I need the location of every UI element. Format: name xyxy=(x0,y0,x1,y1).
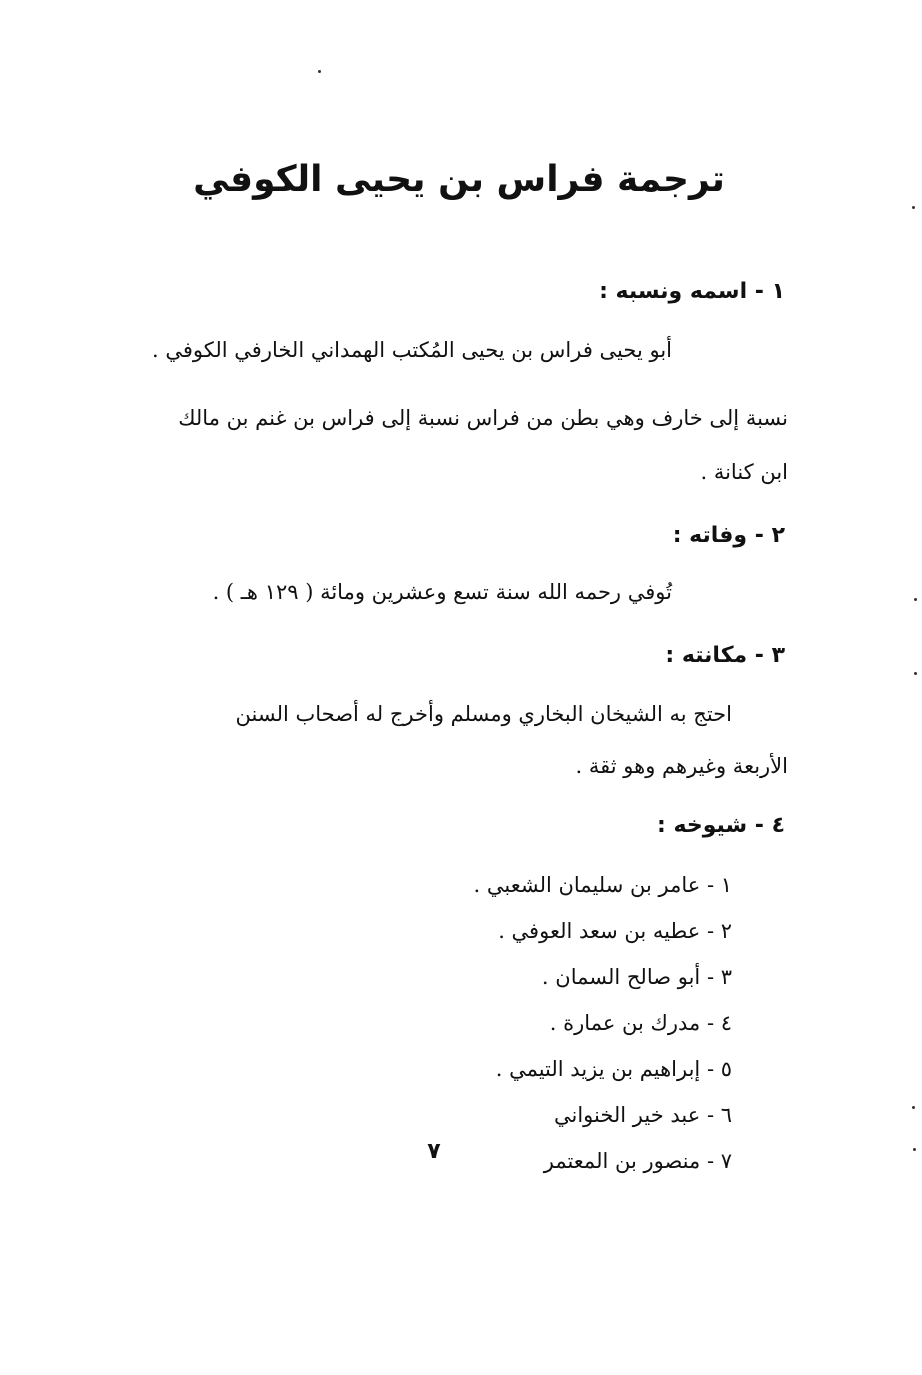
page-number: ٧ xyxy=(427,1139,441,1164)
scan-speck xyxy=(912,206,915,209)
scan-speck xyxy=(318,70,321,73)
status-line-1: احتج به الشيخان البخاري ومسلم وأخرج له أصحاب السنن xyxy=(235,702,732,726)
scan-speck xyxy=(914,672,917,675)
scan-speck xyxy=(914,598,917,601)
death-text: تُوفي رحمه الله سنة تسع وعشرين ومائة ( ١٢٩ هـ ) . xyxy=(212,580,672,604)
list-item: ٢ - عطيه بن سعد العوفي . xyxy=(498,919,732,943)
list-item: ٦ - عبد خير الخنواني xyxy=(553,1103,732,1127)
status-line-2: الأربعة وغيرهم وهو ثقة . xyxy=(575,754,788,778)
name-line-1: أبو يحيى فراس بن يحيى المُكتب الهمداني الخارفي الكوفي . xyxy=(152,338,672,362)
page-title: ترجمة فراس بن يحيى الكوفي xyxy=(193,159,725,200)
section-heading-name: ١ - اسمه ونسبه : xyxy=(599,279,785,304)
scan-speck xyxy=(912,1106,915,1109)
list-item: ٣ - أبو صالح السمان . xyxy=(541,965,732,989)
list-item: ٤ - مدرك بن عمارة . xyxy=(549,1011,732,1035)
section-heading-teachers: ٤ - شيوخه : xyxy=(657,813,785,838)
section-heading-status: ٣ - مكانته : xyxy=(665,643,785,668)
name-line-2: نسبة إلى خارف وهي بطن من فراس نسبة إلى فراس بن غنم بن مالك xyxy=(178,406,788,430)
list-item: ١ - عامر بن سليمان الشعبي . xyxy=(473,873,732,897)
scan-speck xyxy=(913,1148,916,1151)
list-item: ٧ - منصور بن المعتمر xyxy=(543,1149,732,1173)
teachers-list xyxy=(474,862,732,1184)
name-line-3: ابن كنانة . xyxy=(700,460,788,484)
section-heading-death: ٢ - وفاته : xyxy=(672,523,785,548)
list-item: ٥ - إبراهيم بن يزيد التيمي . xyxy=(495,1057,732,1081)
